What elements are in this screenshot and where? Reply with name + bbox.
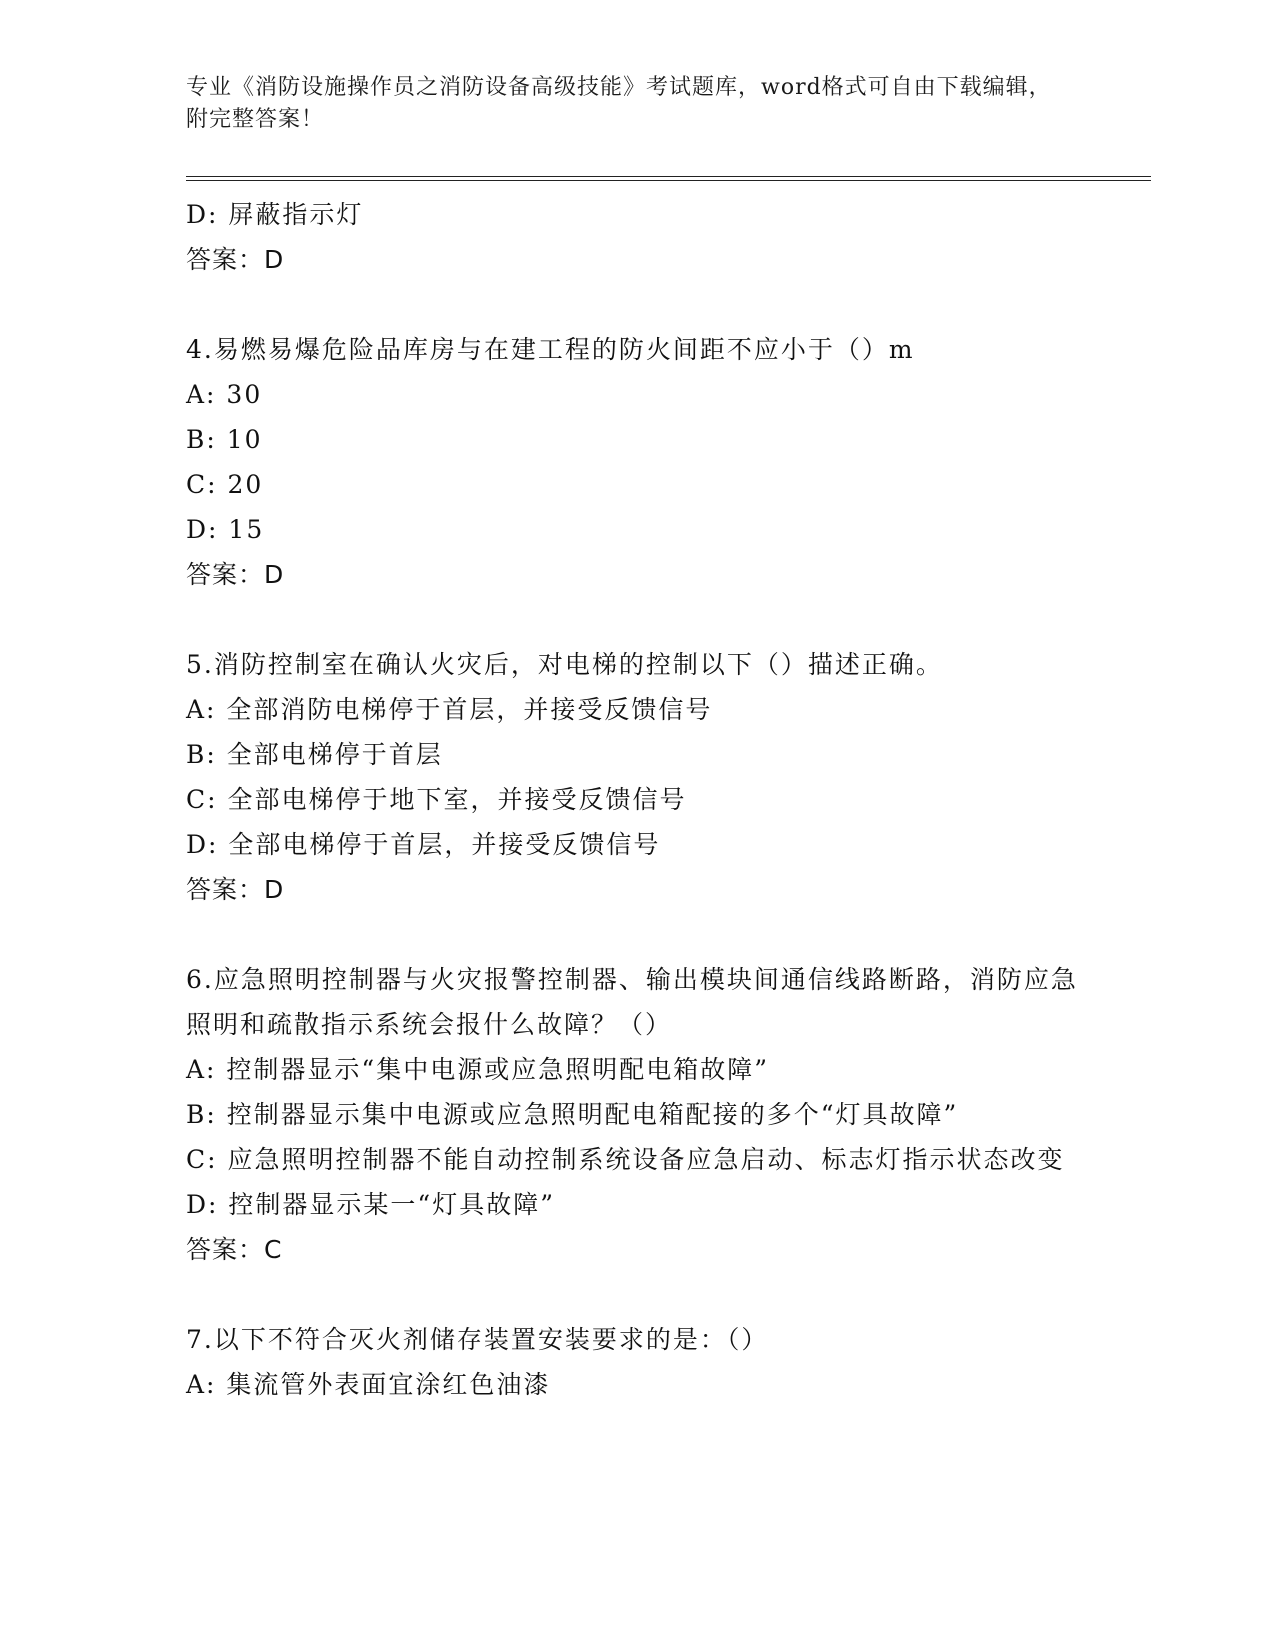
spacer (186, 597, 1086, 642)
question-text: 6.应急照明控制器与火灾报警控制器、输出模块间通信线路断路，消防应急照明和疏散指示系统会报什么故障？（） (186, 965, 1078, 1039)
question-text: 7.以下不符合灭火剂储存装置安装要求的是：（） (186, 1325, 769, 1354)
question-4 (186, 327, 1086, 597)
option-a: A: 30 (186, 380, 263, 409)
option-b: B: 控制器显示集中电源或应急照明配电箱配接的多个“灯具故障” (186, 1100, 959, 1129)
answer-line: 答案：C (186, 1235, 283, 1264)
page-header: 专业《消防设施操作员之消防设备高级技能》考试题库，word格式可自由下载编辑，附完整答案！ (186, 75, 1052, 132)
spacer (186, 912, 1086, 957)
option-c: C: 全部电梯停于地下室，并接受反馈信号 (186, 785, 687, 814)
option-d: D: 控制器显示某一“灯具故障” (186, 1190, 555, 1219)
question-text: 5.消防控制室在确认火灾后，对电梯的控制以下（）描述正确。 (186, 650, 943, 679)
answer-line: 答案：D (186, 560, 285, 589)
option-b: B: 10 (186, 425, 263, 454)
option-a: A: 全部消防电梯停于首层，并接受反馈信号 (186, 695, 713, 724)
question-7 (186, 1317, 1086, 1407)
spacer (186, 282, 1086, 327)
spacer (186, 1272, 1086, 1317)
option-d: D: 15 (186, 515, 265, 544)
option-b: B: 全部电梯停于首层 (186, 740, 443, 769)
answer-line: 答案：D (186, 245, 285, 274)
option-d: D: 全部电梯停于首层，并接受反馈信号 (186, 830, 661, 859)
option-c: C: 20 (186, 470, 264, 499)
option-a: A: 集流管外表面宜涂红色油漆 (186, 1370, 551, 1399)
header-divider (186, 176, 1151, 181)
question-6 (186, 957, 1086, 1272)
question-5 (186, 642, 1086, 912)
question-list (186, 192, 1086, 1407)
answer-line: 答案：D (186, 875, 285, 904)
option-d: D: 屏蔽指示灯 (186, 200, 364, 229)
question-text: 4.易燃易爆危险品库房与在建工程的防火间距不应小于（）m (186, 335, 915, 364)
option-a: A: 控制器显示“集中电源或应急照明配电箱故障” (186, 1055, 769, 1084)
option-c: C: 应急照明控制器不能自动控制系统设备应急启动、标志灯指示状态改变 (186, 1145, 1065, 1174)
